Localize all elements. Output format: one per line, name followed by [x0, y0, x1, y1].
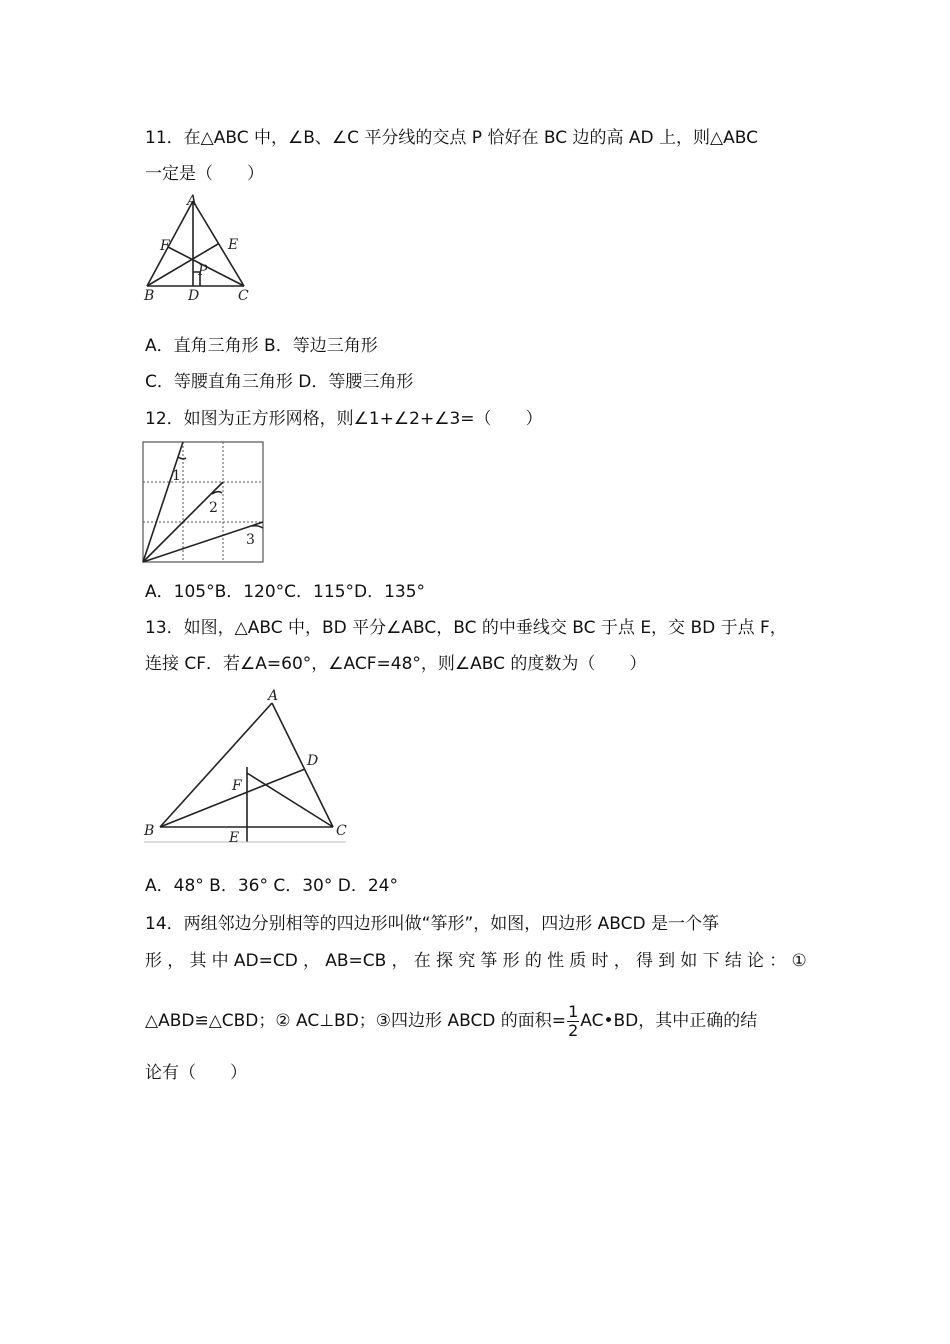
q14-line3 [145, 1001, 757, 1041]
q12-angle-label-1: 1 [172, 468, 181, 484]
q12-grid-figure [142, 440, 266, 564]
q14-word: ， [167, 951, 185, 971]
q14-word: 在 [413, 951, 431, 971]
q13-label-B: B [144, 823, 155, 839]
q14-word: ， [613, 951, 631, 971]
q14-word: 探 [435, 951, 453, 971]
fraction-denominator: 2 [568, 1020, 579, 1040]
q14-word: 形 [502, 951, 520, 971]
q13-label-C: C [336, 823, 347, 839]
q12-angle-label-2: 2 [209, 500, 218, 516]
q14-word: 究 [458, 951, 476, 971]
q14-word: 形 [145, 951, 162, 971]
q14-line1: 14．两组邻边分别相等的四边形叫做“筝形”，如图，四边形 ABCD 是一个筝 [145, 914, 720, 934]
q11-stem-line2: 一定是（ ） [145, 164, 264, 184]
q14-line2 [145, 949, 807, 973]
one-half-fraction [567, 1003, 579, 1040]
q13-stem-line2: 连接 CF．若∠A=60°，∠ACF=48°，则∠ABC 的度数为（ ） [145, 654, 647, 674]
q14-word: 的 [524, 951, 542, 971]
q14-word: 其 [189, 951, 207, 971]
q14-word: 到 [658, 951, 676, 971]
q13-options: A．48° B．36° C．30° D．24° [145, 876, 398, 896]
q11-options-line1: A．直角三角形 B．等边三角形 [145, 336, 378, 356]
q13-label-F: F [232, 778, 242, 794]
q11-label-P: P [198, 263, 208, 279]
q11-label-E: E [228, 237, 239, 253]
q14-word: 下 [702, 951, 720, 971]
q11-options-line2: C．等腰直角三角形 D．等腰三角形 [145, 372, 414, 392]
q14-word: 筝 [480, 951, 498, 971]
q14-word: 性 [547, 951, 565, 971]
q11-label-B: B [144, 288, 155, 304]
q14-word: 结 [724, 951, 742, 971]
q13-stem-line1: 13．如图，△ABC 中，BD 平分∠ABC，BC 的中垂线交 BC 于点 E，交 BD 于点 F， [145, 618, 787, 638]
q14-word: 质 [569, 951, 587, 971]
q11-label-C: C [238, 288, 249, 304]
q14-word: 时 [591, 951, 609, 971]
q14-word: 论 [747, 951, 765, 971]
q14-word: 中 [211, 951, 229, 971]
fraction-numerator: 1 [568, 1001, 579, 1021]
q11-label-A: A [187, 193, 198, 209]
q14-word: ， [391, 951, 409, 971]
q14-word: ① [791, 951, 807, 971]
q13-label-D: D [307, 753, 319, 769]
q14-line3-after: AC•BD，其中正确的结 [580, 1011, 758, 1031]
q13-triangle-figure [140, 684, 350, 846]
q11-label-D: D [188, 288, 200, 304]
q14-word: 得 [635, 951, 653, 971]
q14-line4: 论有（ ） [145, 1063, 247, 1083]
q14-word: ， [303, 951, 321, 971]
q14-word: 如 [680, 951, 698, 971]
q14-line3-before: △ABD≌△CBD；② AC⊥BD；③四边形 ABCD 的面积= [145, 1011, 567, 1031]
q12-angle-label-3: 3 [246, 532, 255, 548]
q12-stem: 12．如图为正方形网格，则∠1+∠2+∠3=（ ） [145, 409, 543, 429]
q13-label-E: E [229, 830, 240, 846]
q12-options: A．105°B．120°C．115°D．135° [145, 582, 426, 602]
q11-label-F: F [160, 238, 170, 254]
q13-label-A: A [268, 688, 279, 704]
q14-word: AD=CD [233, 951, 298, 971]
q11-stem-line1: 11．在△ABC 中，∠B、∠C 平分线的交点 P 恰好在 BC 边的高 AD 上，则△ABC [145, 128, 758, 148]
q14-word: AB=CB [325, 951, 387, 971]
q14-word: ： [769, 951, 787, 971]
q11-triangle-figure [140, 192, 255, 304]
